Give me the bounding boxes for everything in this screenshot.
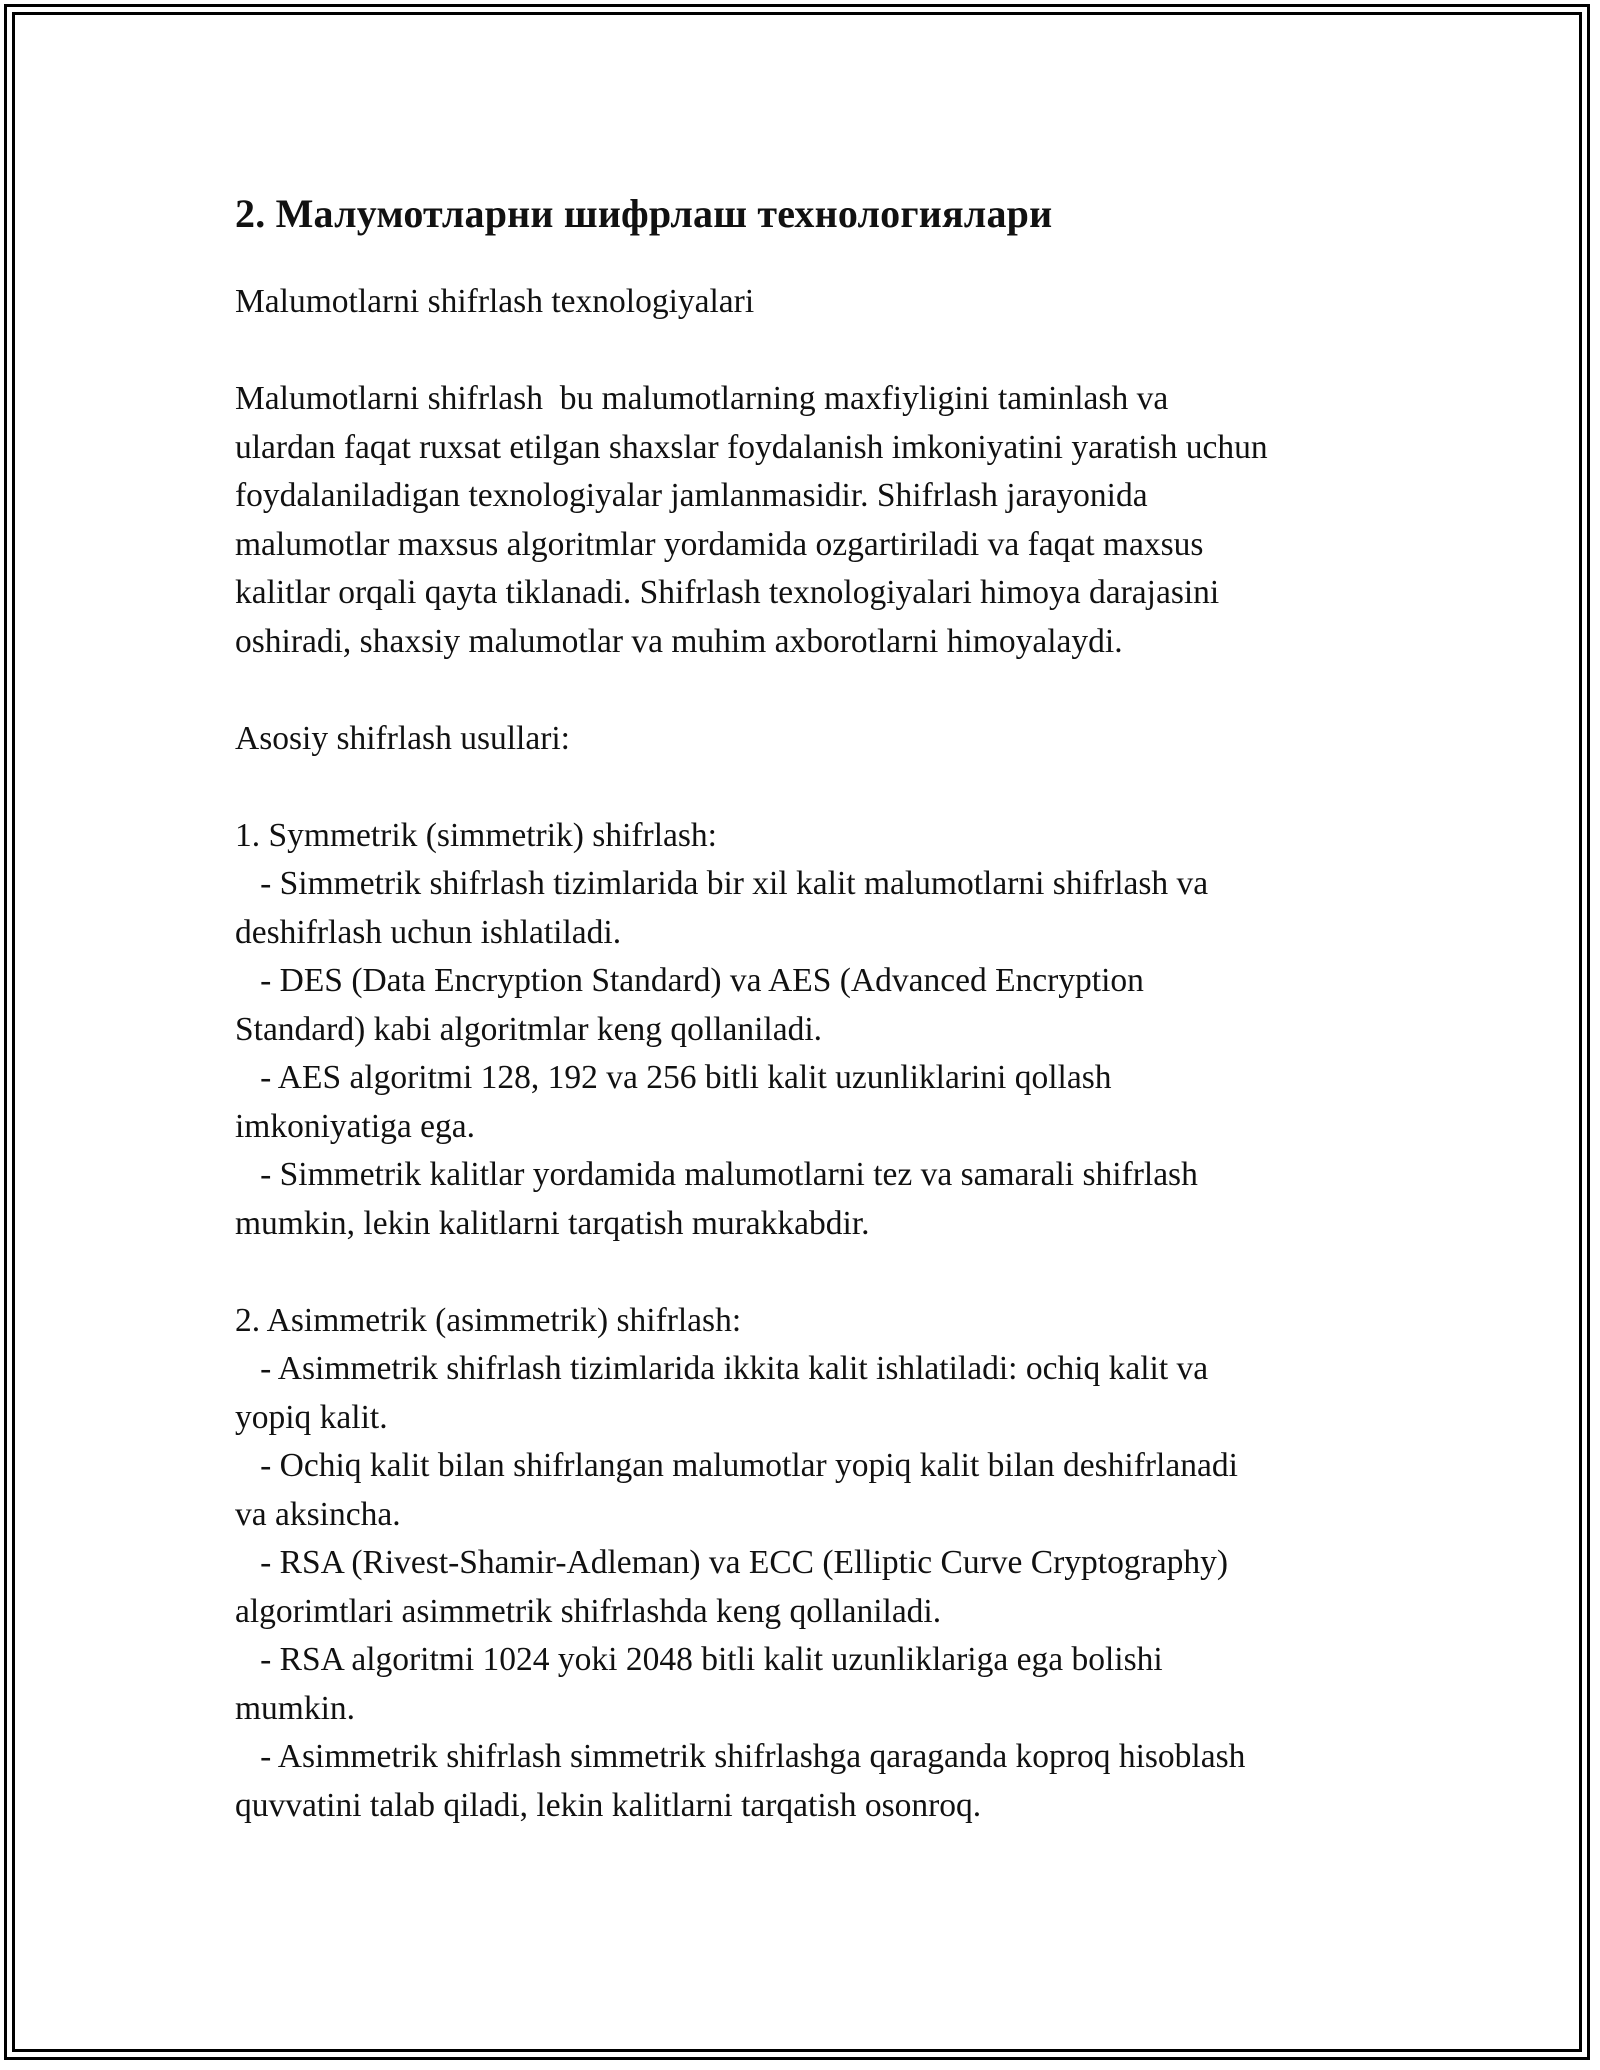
paragraph-gap	[235, 1248, 1385, 1297]
paragraph-gap	[235, 666, 1385, 715]
document-subtitle: Malumotlarni shifrlash texnologiyalari	[235, 283, 755, 320]
intro-paragraph: Malumotlarni shifrlash bu malumotlarning maxfiyligini taminlash va ulardan faqat ruxsat etilgan shaxslar foydalanish imkoniyatini yaratish uchun foydalaniladigan texnologiyalar jamlanmasidir. Shifrlash jarayonida malumotlar maxsus algoritmlar yordamida ozgartiriladi va faqat maxsus kalitlar orqali qayta tiklanadi. Shifrlash texnologiyalari himoya darajasini oshiradi, shaxsiy malumotlar va muhim axborotlarni himoyalaydi.	[235, 380, 1268, 660]
methods-heading: Asosiy shifrlash usullari:	[235, 719, 570, 757]
document-heading: 2. Малумотларни шифрлаш технологиялари	[235, 191, 1053, 236]
paragraph-gap	[235, 763, 1385, 812]
asymmetric-section: 2. Asimmetrik (asimmetrik) shifrlash: - Asimmetrik shifrlash tizimlarida ikkita kalit ishlatiladi: ochiq kalit va yopiq kalit. - Ochiq kalit bilan shifrlangan malumotlar yopiq kalit bilan deshifrlanadi va aksincha. - RSA (Rivest-Shamir-Adleman) va ECC (Elliptic Curve Cryptography) algorimtlari asimmetrik shifrlashda keng qollaniladi. - RSA algoritmi 1024 yoki 2048 bitli kalit uzunliklariga ega bolishi mumkin. - Asimmetrik shifrlash simmetrik shifrlashga qaraganda koproq hisoblash quvvatini talab qiladi, lekin kalitlarni tarqatish osonroq.	[235, 1301, 1246, 1824]
paragraph-gap	[235, 327, 1385, 376]
document-page	[235, 180, 1385, 1830]
symmetric-section: 1. Symmetrik (simmetrik) shifrlash: - Simmetrik shifrlash tizimlarida bir xil kalit malumotlarni shifrlash va deshifrlash uchun ishlatiladi. - DES (Data Encryption Standard) va AES (Advanced Encryption Standard) kabi algoritmlar keng qollaniladi. - AES algoritmi 128, 192 va 256 bitli kalit uzunliklarini qollash imkoniyatiga ega. - Simmetrik kalitlar yordamida malumotlarni tez va samarali shifrlash mumkin, lekin kalitlarni tarqatish murakkabdir.	[235, 816, 1209, 1242]
